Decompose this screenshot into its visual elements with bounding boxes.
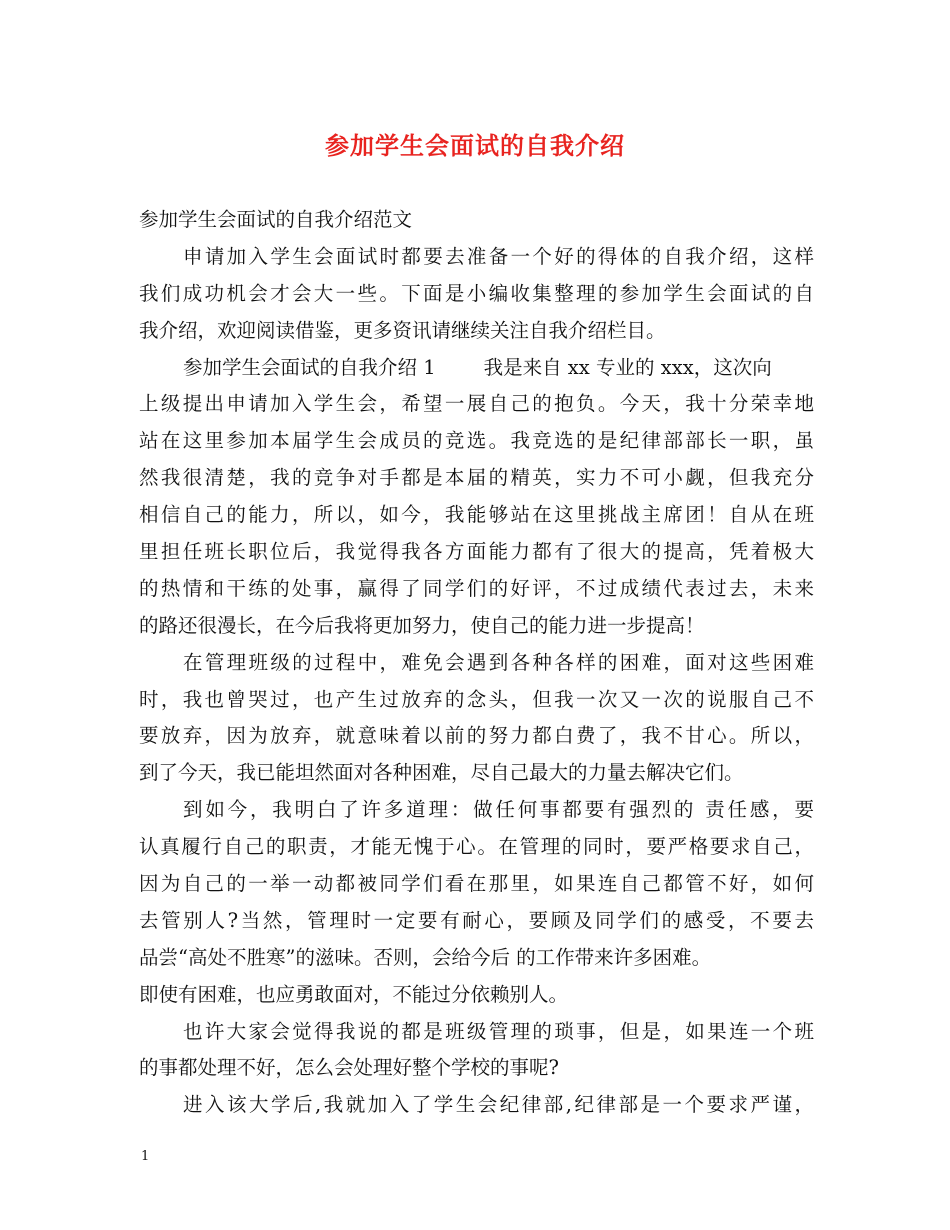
paragraph-line: 到如今，我明白了许多道理：做任何事都要有强烈的 责任感，要 (183, 798, 814, 822)
paragraph-line: 时，我也曾哭过，也产生过放弃的念头，但我一次又一次的说服自己不 (139, 687, 814, 711)
paragraph-line: 上级提出申请加入学生会，希望一展自己的抱负。今天，我十分荣幸地 (139, 392, 814, 416)
paragraph-line: 在管理班级的过程中，难免会遇到各种各样的困难，面对这些困难 (183, 650, 814, 674)
paragraph-line: 要放弃，因为放弃，就意味着以前的努力都白费了，我不甘心。所以， (139, 724, 814, 748)
paragraph-line: 然我很清楚，我的竞争对手都是本届的精英，实力不可小觑，但我充分 (139, 466, 814, 490)
paragraph-line: 我们成功机会才会大一些。下面是小编收集整理的参加学生会面试的自 (139, 281, 814, 305)
document-body (139, 202, 814, 1124)
paragraph-line: 进入该大学后,我就加入了学生会纪律部,纪律部是一个要求严谨， (183, 1093, 814, 1117)
paragraph-line: 里担任班长职位后，我觉得我各方面能力都有了很大的提高，凭着极大 (139, 540, 814, 564)
paragraph-line: 即使有困难，也应勇敢面对，不能过分依赖别人。 (139, 982, 569, 1006)
subtitle-line: 参加学生会面试的自我介绍范文 (139, 208, 413, 231)
paragraph-line: 站在这里参加本届学生会成员的竞选。我竞选的是纪律部部长一职，虽 (139, 429, 814, 453)
paragraph-line: 品尝“高处不胜寒”的滋味。否则，会给今后 的工作带来许多困难。 (139, 945, 712, 969)
paragraph-line: 的事都处理不好，怎么会处理好整个学校的事呢? (139, 1056, 559, 1080)
section-heading: 参加学生会面试的自我介绍 1 (183, 355, 436, 379)
paragraph-line: 的路还很漫长，在今后我将更加努力，使自己的能力进一步提高！ (139, 613, 705, 637)
page-number: 1 (141, 1149, 150, 1164)
paragraph-line: 申请加入学生会面试时都要去准备一个好的得体的自我介绍，这样 (183, 244, 814, 268)
paragraph-line: 到了今天，我已能坦然面对各种困难，尽自己最大的力量去解决它们。 (139, 761, 744, 785)
paragraph-line: 也许大家会觉得我说的都是班级管理的琐事，但是，如果连一个班 (183, 1019, 814, 1043)
paragraph-line: 去管别人?当然，管理时一定要有耐心，要顾及同学们的感受，不要去 (139, 908, 814, 932)
paragraph-line (139, 350, 814, 387)
paragraph-line: 我介绍，欢迎阅读借鉴，更多资讯请继续关注自我介绍栏目。 (139, 318, 666, 342)
paragraph-text: 我是来自 xx 专业的 xxx，这次向 (483, 355, 772, 379)
paragraph-line: 认真履行自己的职责，才能无愧于心。在管理的同时，要严格要求自己， (139, 835, 814, 859)
paragraph-line: 因为自己的一举一动都被同学们看在那里，如果连自己都管不好，如何 (139, 872, 814, 896)
paragraph-line: 的热情和干练的处事，赢得了同学们的好评，不过成绩代表过去，未来 (139, 576, 814, 600)
paragraph-line: 相信自己的能力，所以，如今，我能够站在这里挑战主席团！自从在班 (139, 503, 814, 527)
document-title: 参加学生会面试的自我介绍 (325, 131, 625, 160)
